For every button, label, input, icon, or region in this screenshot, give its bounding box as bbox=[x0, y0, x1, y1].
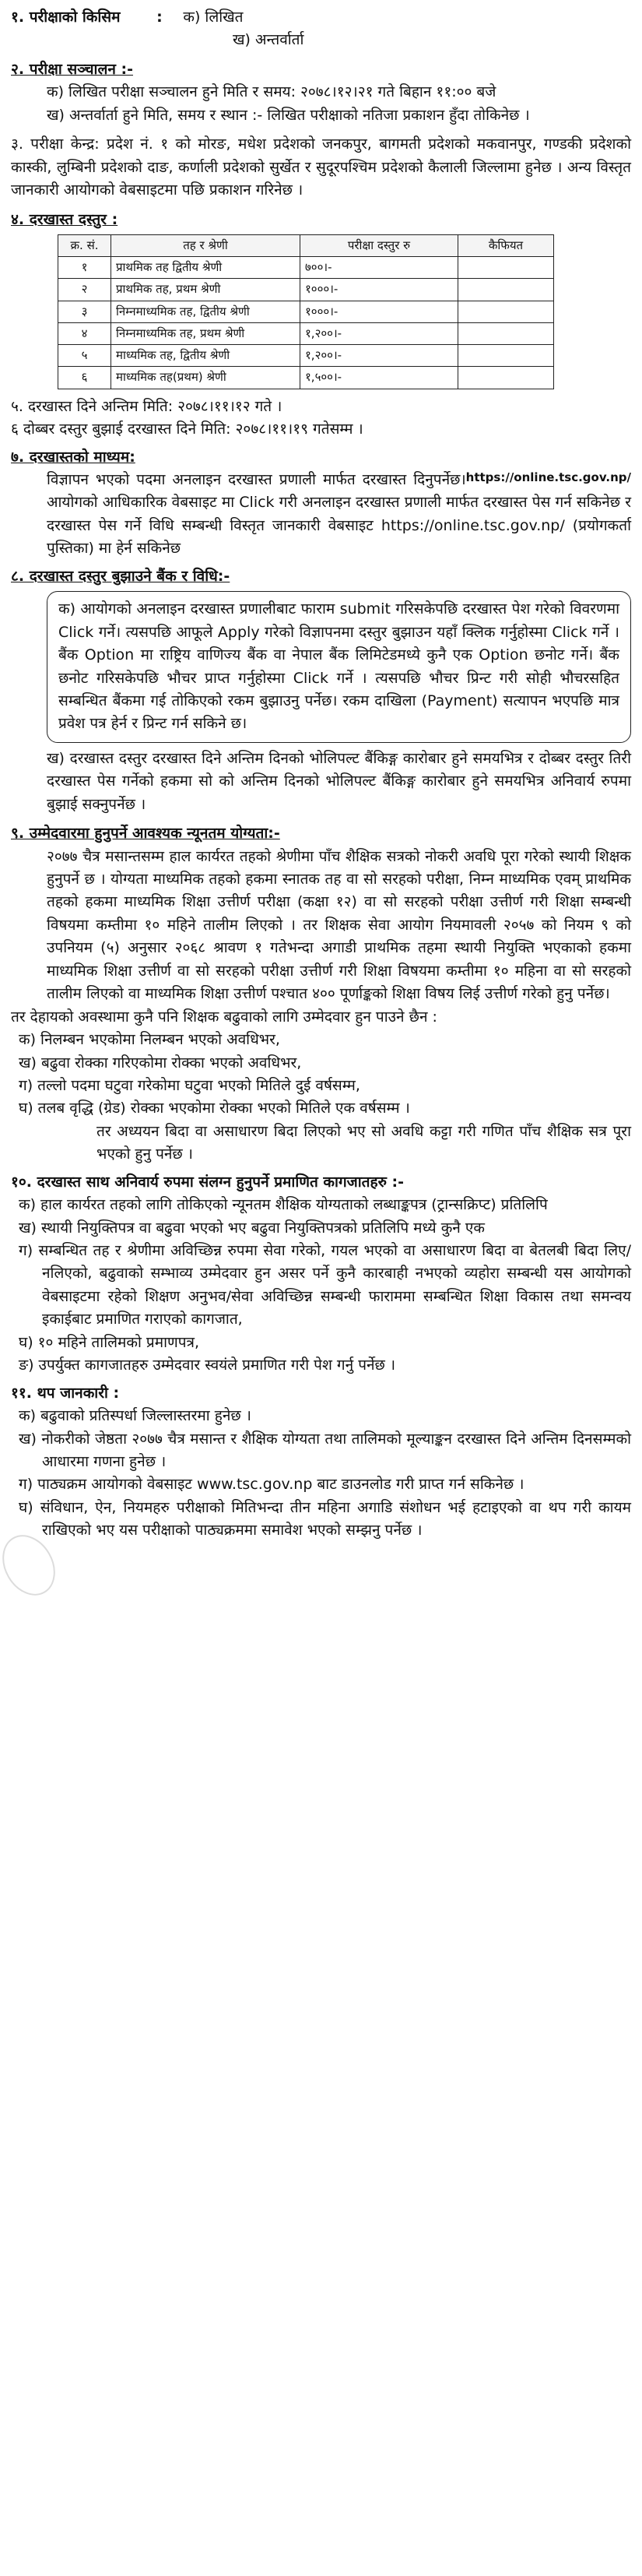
qualification-note: तर अध्ययन बिदा वा असाधारण बिदा लिएको भए सो अवधि कट्टा गरी गणित पाँच शैक्षिक सत्र पूरा भएको हुनु पर्नेछ । bbox=[96, 1122, 631, 1163]
table-row bbox=[58, 279, 554, 301]
fee-payment-online-box bbox=[47, 591, 631, 743]
additional-info-title: ११. थप जानकारी : bbox=[11, 1384, 120, 1402]
fee-cell-remarks bbox=[458, 257, 554, 279]
list-item: ख) बढुवा रोक्का गरिएकोमा रोक्का भएको अवधिभर, bbox=[19, 1054, 302, 1072]
list-item: घ) संविधान, ऐन, नियमहरु परीक्षाको मितिभन्दा तीन महिना अगाडि संशोधन भई हटाइएको वा थप गरी कायम राखिएको भए यस परीक्षाको पाठ्यक्रममा समावेश भएको सम्झनु पर्नेछ । bbox=[19, 1498, 631, 1540]
table-row bbox=[58, 345, 554, 367]
fee-table bbox=[58, 234, 554, 389]
fee-cell-remarks bbox=[458, 345, 554, 367]
table-row bbox=[58, 367, 554, 389]
section-application-medium bbox=[11, 446, 631, 561]
fee-header-level: तह र श्रेणी bbox=[111, 234, 300, 256]
list-item: क) निलम्बन भएकोमा निलम्बन भएको अवधिभर, bbox=[19, 1031, 280, 1049]
qualification-title: ९. उम्मेदवारमा हुनुपर्ने आवश्यक न्यूनतम योग्यता:- bbox=[11, 825, 280, 843]
fee-title: ४. दरखास्त दस्तुर : bbox=[11, 210, 118, 228]
fee-table-header bbox=[58, 234, 554, 256]
exam-conduct-written: क) लिखित परीक्षा सञ्चालन हुने मिति र समय: २०७८।१२।२१ गते बिहान ११:०० बजे bbox=[47, 83, 496, 101]
section-exam-centre bbox=[11, 133, 631, 202]
fee-cell-sn: ६ bbox=[58, 367, 111, 389]
fee-cell-sn: ५ bbox=[58, 345, 111, 367]
double-fee-date-text: ६ दोब्बर दस्तुर बुझाई दरखास्त दिने मिति: २०७८।११।१९ गतेसम्म । bbox=[11, 421, 363, 438]
fee-cell-level: माध्यमिक तह(प्रथम) श्रेणी bbox=[111, 367, 300, 389]
list-item: घ) तलब वृद्धि (ग्रेड) रोक्का भएकोमा रोक्का भएको मितिले एक वर्षसम्म । bbox=[19, 1100, 410, 1117]
list-item: ख) स्थायी नियुक्तिपत्र वा बढुवा भएको भए बढुवा नियुक्तिपत्रको प्रतिलिपि मध्ये कुनै एक bbox=[19, 1219, 485, 1237]
exam-conduct-interview: ख) अन्तर्वार्ता हुने मिति, समय र स्थान :- लिखित परीक्षाको नतिजा प्रकाशन हुँदा तोकिनेछ । bbox=[47, 106, 530, 124]
fee-cell-sn: ४ bbox=[58, 322, 111, 344]
list-item: घ) १० महिने तालिमको प्रमाणपत्र, bbox=[19, 1333, 200, 1351]
fee-cell-remarks bbox=[458, 279, 554, 301]
fee-cell-level: निम्नमाध्यमिक तह, द्वितीय श्रेणी bbox=[111, 301, 300, 322]
fee-cell-amount: ७००।- bbox=[300, 257, 458, 279]
fee-cell-level: प्राथमिक तह, प्रथम श्रेणी bbox=[111, 279, 300, 301]
fee-cell-amount: १,२००।- bbox=[300, 345, 458, 367]
fee-cell-remarks bbox=[458, 301, 554, 322]
tsc-online-link[interactable]: https://online.tsc.gov.np/ bbox=[465, 470, 631, 484]
list-item: ग) पाठ्यक्रम आयोगको वेबसाइट www.tsc.gov.np बाट डाउनलोड गरी प्राप्त गर्न सकिनेछ । bbox=[19, 1476, 524, 1494]
fee-cell-remarks bbox=[458, 322, 554, 344]
fee-payment-title: ८. दरखास्त दस्तुर बुझाउने बैंक र विधि:- bbox=[11, 567, 230, 585]
fee-cell-amount: १,२००।- bbox=[300, 322, 458, 344]
table-row bbox=[58, 301, 554, 322]
section-qualification bbox=[11, 822, 631, 1167]
list-item: ग) सम्बन्धित तह र श्रेणीमा अविच्छिन्न रुपमा सेवा गरेको, गयल भएको वा असाधारण बिदा वा बेतलबी बिदा लिए/नलिएको, बढुवाको सम्भाव्य उम्मेदवार हुन असर पर्ने कुनै कारबाही नभएको व्यहोरा सम्बन्धी यस आयोगको वेबसाइटमा रहेको शिक्षण अनुभव/सेवा अविच्छिन्न सम्बन्धी फाराममा सम्बन्धित शिक्षा विकास तथा समन्वय इकाईबाट प्रमाणित गराएको कागजात, bbox=[19, 1242, 631, 1328]
section-fee-payment bbox=[11, 565, 631, 816]
fee-cell-level: माध्यमिक तह, द्वितीय श्रेणी bbox=[111, 345, 300, 367]
application-medium-title: ७. दरखास्तको माध्यम: bbox=[11, 448, 135, 466]
table-row bbox=[58, 257, 554, 279]
fee-header-remarks: कैफियत bbox=[458, 234, 554, 256]
fee-cell-sn: १ bbox=[58, 257, 111, 279]
fee-cell-amount: १०००।- bbox=[300, 301, 458, 322]
list-item: ख) नोकरीको जेष्ठता २०७७ चैत्र मसान्त र शैक्षिक योग्यता तथा तालिमको मूल्याङ्कन दरखास्त दिने अन्तिम दिनसम्मको आधारमा गणना हुनेछ । bbox=[19, 1430, 631, 1470]
fee-cell-remarks bbox=[458, 367, 554, 389]
fee-header-sn: क्र. सं. bbox=[58, 234, 111, 256]
fee-payment-deadline-text: ख) दरखास्त दस्तुर दरखास्त दिने अन्तिम दिनको भोलिपल्ट बैंकिङ्ग कारोबार हुने समयभित्र र दोब्बर दस्तुर तिरी दरखास्त पेस गर्नेको हकमा सो को अन्तिम दिनको भोलिपल्ट बैंकिङ्ग कारोबार हुने समयभित्र अनिवार्य रुपमा बुझाई सक्नुपर्नेछ । bbox=[47, 749, 631, 813]
exam-type-label: १. परीक्षाको किसिम bbox=[11, 9, 121, 26]
application-medium-text bbox=[11, 469, 631, 561]
section-exam-conduct bbox=[11, 58, 631, 127]
fee-cell-level: निम्नमाध्यमिक तह, प्रथम श्रेणी bbox=[111, 322, 300, 344]
fee-cell-amount: १०००।- bbox=[300, 279, 458, 301]
exam-type-interview: ख) अन्तर्वार्ता bbox=[233, 31, 304, 49]
fee-cell-amount: १,५००।- bbox=[300, 367, 458, 389]
exam-type-written: क) लिखित bbox=[183, 9, 244, 26]
exam-centre-text: ३. परीक्षा केन्द्र: प्रदेश नं. १ को मोरङ, मधेश प्रदेशको जनकपुर, बागमती प्रदेशको मकवानपुर, गण्डकी प्रदेशको कास्की, लुम्बिनी प्रदेशको दाङ, कर्णाली प्रदेशको सुर्खेत र सुदूरपश्चिम प्रदेशको कैलाली जिल्लामा हुनेछ । अन्य विस्तृत जानकारी आयोगको वेबसाइटमा पछि प्रकाशन गरिनेछ । bbox=[11, 135, 631, 199]
last-date-text: ५. दरखास्त दिने अन्तिम मिति: २०७८।११।१२ गते । bbox=[11, 397, 282, 415]
list-item: ङ) उपर्युक्त कागजातहरु उम्मेदवार स्वयंले प्रमाणित गरी पेश गर्नु पर्नेछ । bbox=[19, 1357, 396, 1374]
section-fee bbox=[11, 209, 631, 389]
fee-header-amount: परीक्षा दस्तुर रु bbox=[300, 234, 458, 256]
exam-type-colon: : bbox=[156, 9, 163, 26]
application-medium-body: विज्ञापन भएको पदमा अनलाइन दरखास्त प्रणाली मार्फत दरखास्त दिनुपर्नेछ।आयोगको आधिकारिक वेबसाइट मा Click गरी अनलाइन दरखास्त प्रणाली मार्फत दरखास्त पेस गर्न सकिनेछ र दरखास्त पेस गर्ने विधि सम्बन्धी विस्तृत जानकारी वेबसाइट https://online.tsc.gov.np/ (प्रयोगकर्ता पुस्तिका) मा हेर्न सकिनेछ bbox=[47, 471, 631, 558]
fee-cell-level: प्राथमिक तह द्वितीय श्रेणी bbox=[111, 257, 300, 279]
section-exam-type bbox=[11, 6, 631, 52]
fee-payment-online-text: क) आयोगको अनलाइन दरखास्त प्रणालीबाट फाराम submit गरिसकेपछि दरखास्त पेश गरेको विवरणमा Click गर्ने। त्यसपछि आफूले Apply गरेको विज्ञापनमा दस्तुर बुझाउन यहाँ क्लिक गर्नुहोस्मा Click गर्ने । बैंक Option मा राष्ट्रिय वाणिज्य बैंक वा नेपाल बैंक लिमिटेडमध्ये कुनै एक Option छनोट गर्ने। बैंक छनोट गरिसकेपछि भौचर प्राप्त गर्नुहोस्मा Click गर्ने । त्यसपछि भौचर प्रिन्ट गरी सोही भौचरसहित सम्बन्धित बैंकमा गई तोकिएको रकम बुझाउनु पर्नेछ। रकम दाखिला (Payment) सत्यापन भएपछि मात्र प्रवेश पत्र हेर्न र प्रिन्ट गर्न सकिने छ। bbox=[58, 600, 619, 733]
list-item: ग) तल्लो पदमा घटुवा गरेकोमा घटुवा भएको मितिले दुई वर्षसम्म, bbox=[19, 1076, 360, 1094]
table-row bbox=[58, 322, 554, 344]
disqualification-intro: तर देहायको अवस्थामा कुनै पनि शिक्षक बढुवाको लागि उम्मेदवार हुन पाउने छैन : bbox=[11, 1008, 437, 1026]
exam-conduct-title: २. परीक्षा सञ्चालन :- bbox=[11, 60, 133, 78]
list-item: क) बढुवाको प्रतिस्पर्धा जिल्लास्तरमा हुनेछ । bbox=[19, 1407, 251, 1425]
section-documents bbox=[11, 1171, 631, 1378]
qualification-text: २०७७ चैत्र मसान्तसम्म हाल कार्यरत तहको श्रेणीमा पाँच शैक्षिक सत्रको नोकरी अवधि पूरा गरेको स्थायी शिक्षक हुनुपर्ने छ । योग्यता माध्यमिक तहको हकमा स्नातक तह वा सो सरहको परीक्षा, निम्न माध्यमिक एवम् प्राथमिक तहको हकमा माध्यमिक शिक्षा उत्तीर्ण परीक्षा (कक्षा १२) वा सो सरहको परीक्षा उत्तीर्ण गरी शिक्षा सम्बन्धी विषयमा कम्तीमा १० महिने तालीम लिएको । तर शिक्षक सेवा आयोग नियमावली २०५७ को नियम ९ को उपनियम (५) अनुसार २०६८ श्रावण १ गतेभन्दा अगाडी प्राथमिक तहमा स्थायी नियुक्ति भएकाको हकमा माध्यमिक शिक्षा उत्तीर्ण वा सो सरहको परीक्षा उत्तीर्ण गरी शिक्षा विषयमा कम्तीमा १० महिना वा सो सरहको तालीम लिएको वा माध्यमिक शिक्षा उत्तीर्ण पश्चात ४०० पूर्णाङ्कको शिक्षा विषय लिई उत्तीर्ण गरेको हुनु पर्नेछ। bbox=[47, 847, 631, 1003]
documents-title: १०. दरखास्त साथ अनिवार्य रुपमा संलग्न हुनुपर्ने प्रमाणित कागजातहरु :- bbox=[11, 1173, 405, 1191]
fee-cell-sn: ३ bbox=[58, 301, 111, 322]
list-item: क) हाल कार्यरत तहको लागि तोकिएको न्यूनतम शैक्षिक योग्यताको लब्धाङ्कपत्र (ट्रान्सक्रिप्ट) प्रतिलिपि bbox=[19, 1196, 548, 1214]
section-additional-info bbox=[11, 1382, 631, 1543]
fee-cell-sn: २ bbox=[58, 279, 111, 301]
